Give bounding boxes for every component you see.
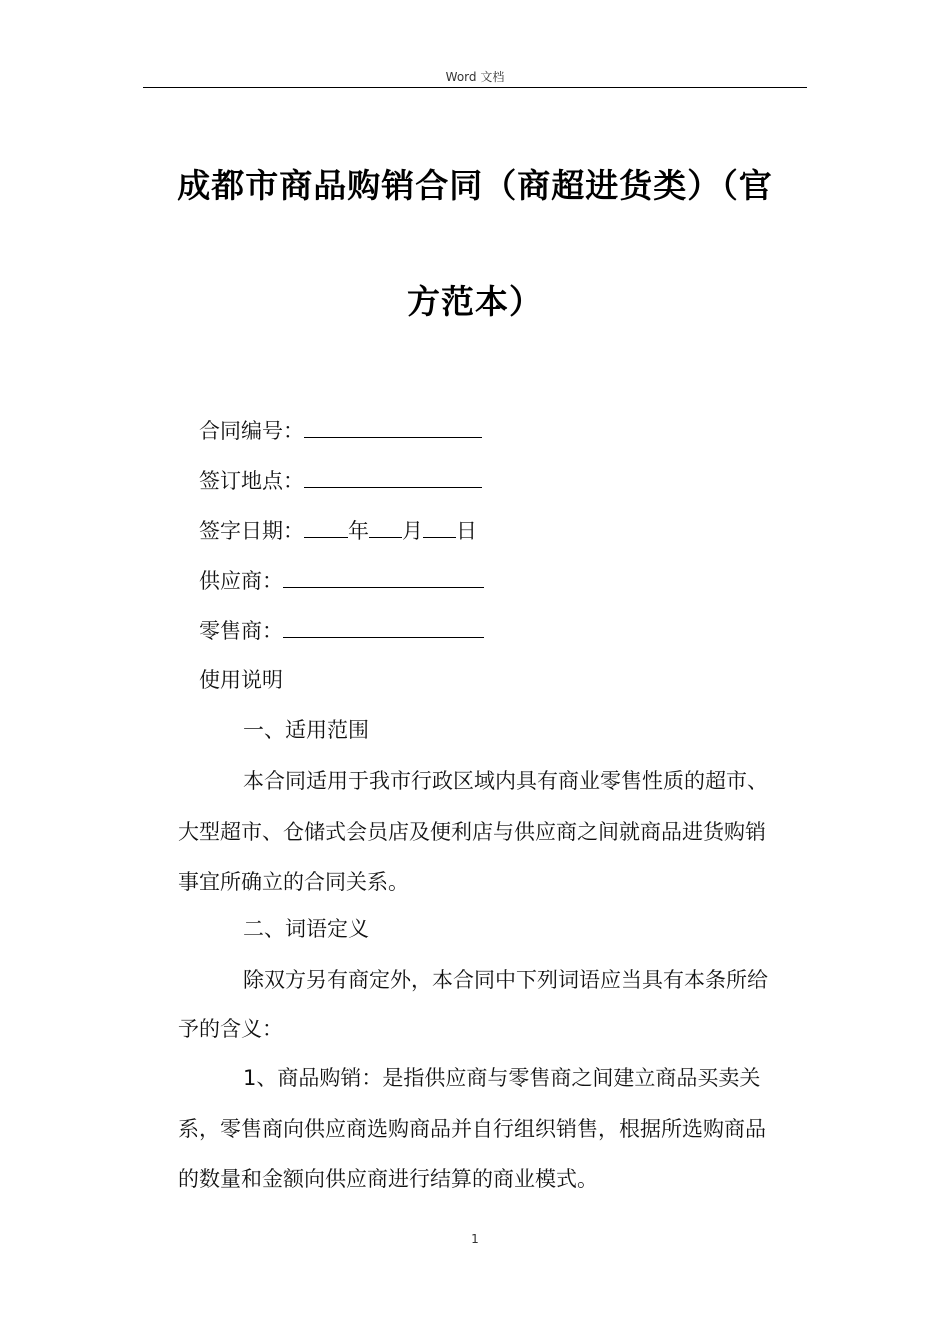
item-1-line-3: 的数量和金额向供应商进行结算的商业模式。 bbox=[178, 1167, 598, 1191]
sign-date-label: 签字日期： bbox=[199, 519, 304, 543]
sign-place-label: 签订地点： bbox=[199, 469, 304, 493]
page-header: Word 文档 bbox=[445, 70, 505, 84]
section-2-paragraph-line-1: 除双方另有商定外，本合同中下列词语应当具有本条所给 bbox=[243, 968, 768, 992]
day-blank[interactable] bbox=[423, 517, 456, 538]
year-blank[interactable] bbox=[304, 517, 348, 538]
section-1-paragraph-line-2: 大型超市、仓储式会员店及便利店与供应商之间就商品进货购销 bbox=[178, 820, 766, 844]
sign-date-field bbox=[199, 517, 477, 545]
section-2-paragraph-line-2: 予的含义： bbox=[178, 1017, 283, 1041]
section-1-paragraph-line-1: 本合同适用于我市行政区域内具有商业零售性质的超市、 bbox=[243, 769, 768, 793]
retailer-field bbox=[199, 617, 484, 645]
contract-number-label: 合同编号： bbox=[199, 419, 304, 443]
document-title-line-1: 成都市商品购销合同（商超进货类）（官 bbox=[177, 166, 773, 205]
item-1-line-1: 1、商品购销：是指供应商与零售商之间建立商品买卖关 bbox=[243, 1066, 761, 1090]
section-2-heading: 二、词语定义 bbox=[243, 917, 369, 941]
supplier-label: 供应商： bbox=[199, 569, 283, 593]
day-label: 日 bbox=[456, 519, 477, 543]
supplier-blank[interactable] bbox=[283, 567, 484, 588]
year-label: 年 bbox=[348, 519, 369, 543]
page-number: 1 bbox=[471, 1232, 479, 1246]
section-1-heading: 一、适用范围 bbox=[243, 718, 369, 742]
month-label: 月 bbox=[402, 519, 423, 543]
contract-number-field bbox=[199, 417, 482, 445]
sign-place-field bbox=[199, 467, 482, 495]
month-blank[interactable] bbox=[369, 517, 402, 538]
usage-heading: 使用说明 bbox=[199, 668, 283, 692]
sign-place-blank[interactable] bbox=[304, 467, 482, 488]
retailer-label: 零售商： bbox=[199, 619, 283, 643]
supplier-field bbox=[199, 567, 484, 595]
header-divider bbox=[143, 87, 807, 88]
item-1-line-2: 系，零售商向供应商选购商品并自行组织销售，根据所选购商品 bbox=[178, 1117, 766, 1141]
section-1-paragraph-line-3: 事宜所确立的合同关系。 bbox=[178, 870, 409, 894]
contract-number-blank[interactable] bbox=[304, 417, 482, 438]
retailer-blank[interactable] bbox=[283, 617, 484, 638]
document-title-line-2: 方范本） bbox=[407, 282, 543, 321]
